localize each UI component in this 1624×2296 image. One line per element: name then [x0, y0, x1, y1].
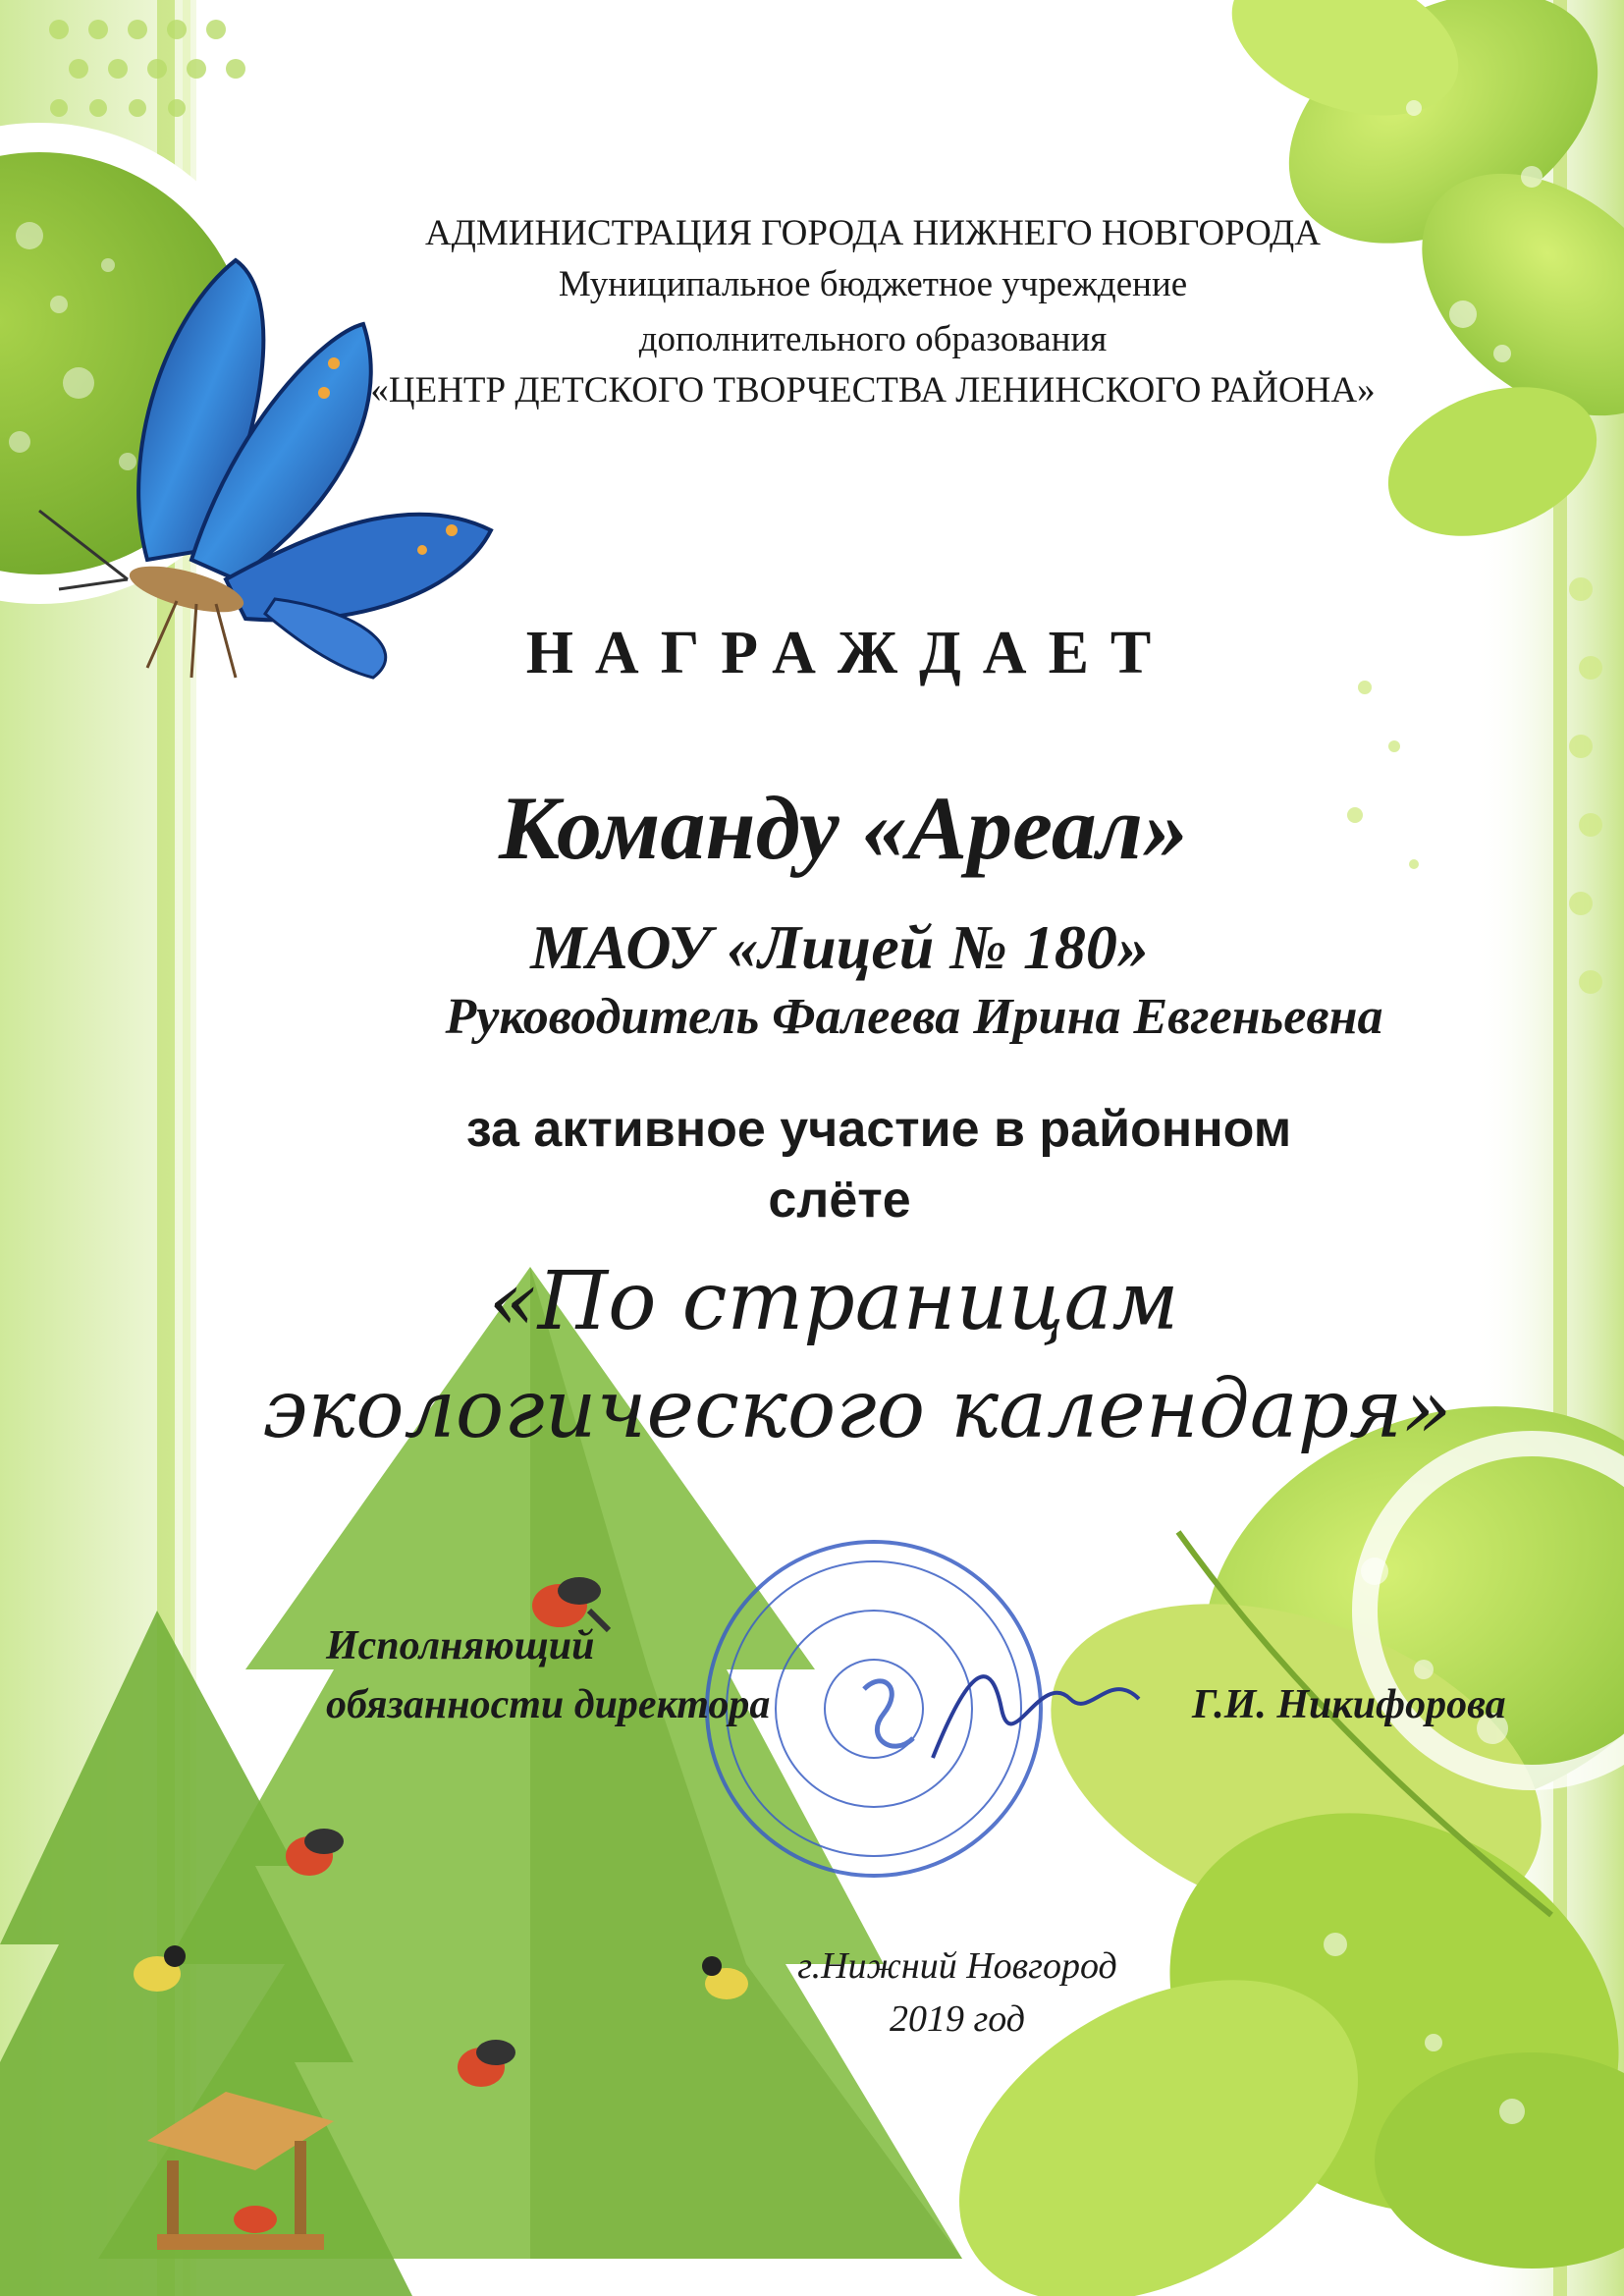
- footer-year: 2019 год: [889, 1998, 1026, 2040]
- footer-city: г.Нижний Новгород: [797, 1945, 1117, 1987]
- header-line-administration: АДМИНИСТРАЦИЯ ГОРОДА НИЖНЕГО НОВГОРОДА: [424, 213, 1322, 253]
- header-line-center-name: «ЦЕНТР ДЕТСКОГО ТВОРЧЕСТВА ЛЕНИНСКОГО РАЙОНА»: [370, 370, 1376, 410]
- event-title-line-1: «По страницам: [488, 1255, 1179, 1348]
- reason-line-1: за активное участие в районном: [465, 1101, 1292, 1158]
- award-heading: НАГРАЖДАЕТ: [525, 620, 1173, 686]
- header-line-education: дополнительного образования: [638, 319, 1108, 359]
- recipient-team: Команду «Ареал»: [499, 778, 1188, 878]
- leaf-icon: [902, 1339, 1624, 2296]
- reason-line-2: слёте: [768, 1172, 911, 1229]
- event-title-line-2: экологического календаря»: [262, 1363, 1452, 1456]
- recipient-leader: Руководитель Фалеева Ирина Евгеньевна: [445, 989, 1383, 1045]
- recipient-school: МАОУ «Лицей № 180»: [530, 912, 1149, 982]
- header-line-institution-type: Муниципальное бюджетное учреждение: [558, 264, 1188, 304]
- signatory-role-line-1: Исполняющий: [326, 1623, 595, 1668]
- signatory-name: Г.И. Никифорова: [1192, 1682, 1506, 1727]
- signatory-role-line-2: обязанности директора: [326, 1682, 771, 1727]
